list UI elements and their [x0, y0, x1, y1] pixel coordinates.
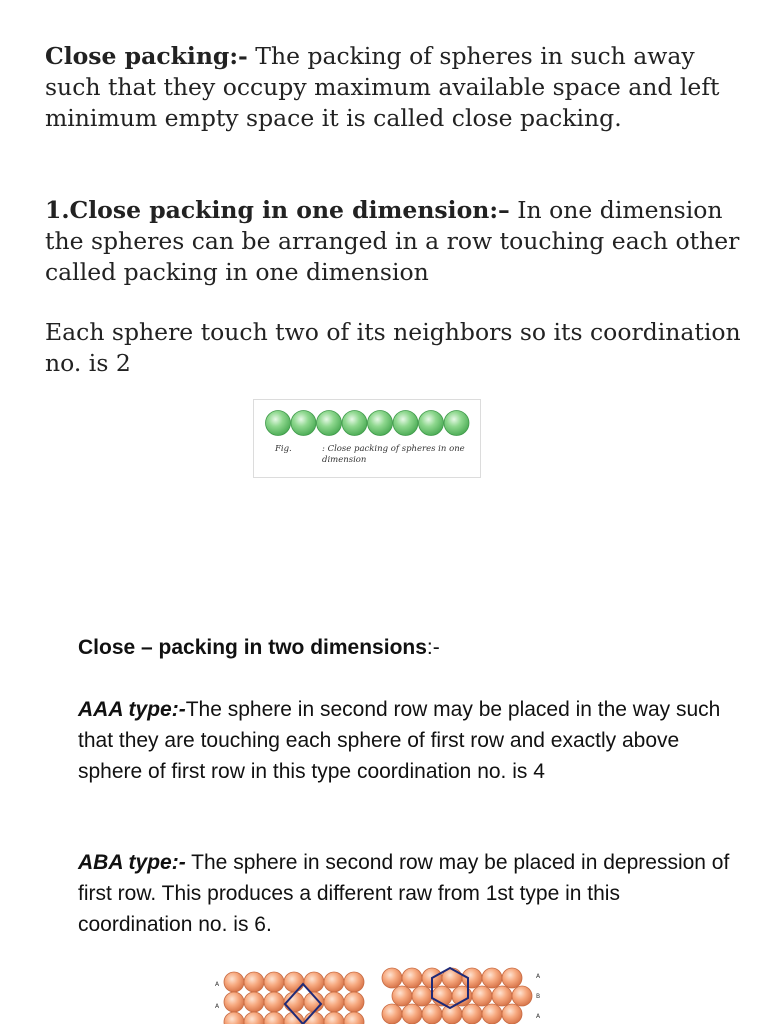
- close-packing-text: The packing of spheres in such away such that they occupy maximum available space and left minimum empty space it is called close packing.: [45, 42, 720, 132]
- sphere-icon: [244, 1012, 264, 1024]
- one-dimension-heading: 1.Close packing in one dimension:–: [45, 196, 510, 224]
- right-row-label: B: [536, 993, 541, 1000]
- sphere-icon: [244, 992, 264, 1012]
- two-dimensions-title: [78, 632, 738, 663]
- square-packing-grid: [224, 972, 364, 1024]
- right-row-label: A: [536, 973, 541, 980]
- sphere-icon: [482, 1004, 502, 1024]
- sphere-icon: [342, 411, 367, 436]
- sphere-icon: [224, 972, 244, 992]
- sphere-icon: [492, 986, 512, 1006]
- aaa-type-text: The sphere in second row may be placed in the way such that they are touching each sphere of first row and exactly above sphere of first row in this type coordination no. is 4: [78, 698, 721, 783]
- sphere-icon: [324, 972, 344, 992]
- sphere-icon: [368, 411, 393, 436]
- sphere-icon: [264, 992, 284, 1012]
- sphere-icon: [284, 972, 304, 992]
- sphere-icon: [419, 411, 444, 436]
- sphere-icon: [266, 411, 291, 436]
- neighbors-paragraph: Each sphere touch two of its neighbors so its coordination no. is 2: [45, 318, 741, 377]
- sphere-icon: [402, 1004, 422, 1024]
- sphere-icon: [344, 1012, 364, 1024]
- sphere-icon: [244, 972, 264, 992]
- hexagonal-packing-grid: [382, 968, 532, 1024]
- sphere-icon: [382, 1004, 402, 1024]
- figure-label: Fig.: [275, 444, 292, 454]
- sphere-icon: [462, 968, 482, 988]
- sphere-icon: [324, 1012, 344, 1024]
- left-row-label: A: [215, 1003, 220, 1010]
- sphere-icon: [393, 411, 418, 436]
- aaa-type-paragraph: [78, 694, 738, 787]
- left-row-label: A: [215, 981, 220, 988]
- aaa-type-heading: AAA type:-: [78, 698, 186, 721]
- sphere-icon: [482, 968, 502, 988]
- sphere-icon: [462, 1004, 482, 1024]
- sphere-icon: [412, 986, 432, 1006]
- sphere-icon: [317, 411, 342, 436]
- sphere-icon: [291, 411, 316, 436]
- sphere-icon: [502, 968, 522, 988]
- aba-type-heading: ABA type:-: [78, 851, 186, 874]
- sphere-icon: [264, 972, 284, 992]
- sphere-icon: [444, 411, 469, 436]
- sphere-icon: [344, 972, 364, 992]
- sphere-icon: [392, 986, 412, 1006]
- two-dimensions-suffix: :-: [426, 636, 440, 659]
- sphere-icon: [304, 1012, 324, 1024]
- sphere-icon: [402, 968, 422, 988]
- sphere-icon: [224, 992, 244, 1012]
- close-packing-heading: Close packing:-: [45, 42, 248, 70]
- sphere-icon: [512, 986, 532, 1006]
- two-dimensions-heading: Close – packing in two dimensions: [78, 636, 427, 659]
- one-dimension-figure: [253, 399, 481, 478]
- figure-caption: : Close packing of spheres in one dimension: [322, 444, 465, 465]
- sphere-icon: [472, 986, 492, 1006]
- one-dimension-text: In one dimension the spheres can be arranged in a row touching each other called packing in one dimension: [45, 196, 740, 286]
- two-dimension-packing-figure: [205, 962, 550, 1024]
- sphere-icon: [324, 992, 344, 1012]
- one-dimension-paragraph: [45, 195, 745, 288]
- sphere-icon: [344, 992, 364, 1012]
- sphere-icon: [422, 1004, 442, 1024]
- aba-type-text: The sphere in second row may be placed in depression of first row. This produces a different raw from 1st type in this coordination no. is 6.: [78, 851, 730, 936]
- close-packing-paragraph: [45, 41, 745, 134]
- aba-type-paragraph: [78, 847, 738, 940]
- right-row-label: A: [536, 1013, 541, 1020]
- sphere-icon: [264, 1012, 284, 1024]
- sphere-icon: [382, 968, 402, 988]
- sphere-icon: [224, 1012, 244, 1024]
- sphere-icon: [502, 1004, 522, 1024]
